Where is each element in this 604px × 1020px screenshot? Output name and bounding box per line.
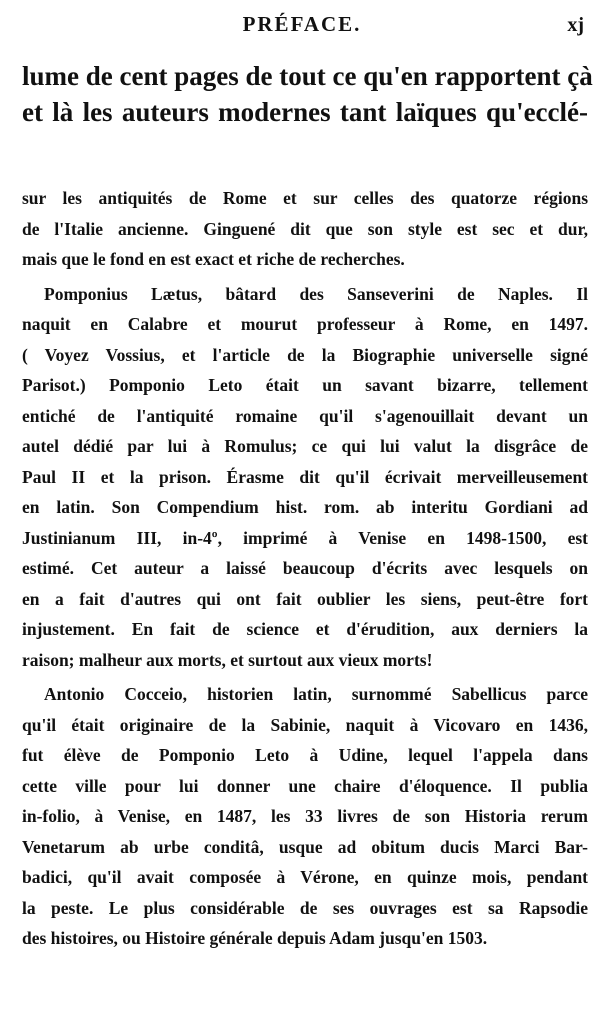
paragraph bbox=[22, 679, 588, 954]
text-line: Venetarum ab urbe conditâ, usque ad obitum ducis Marci Bar- bbox=[22, 836, 588, 857]
text-line: estimé. Cet auteur a laissé beaucoup d'écrits avec lesquels on bbox=[22, 558, 588, 578]
body-text bbox=[22, 183, 588, 954]
top-text-block bbox=[22, 58, 593, 130]
text-line: la peste. Le plus considérable de ses ouvrages est sa Rapsodie bbox=[22, 897, 588, 918]
text-line: cette ville pour lui donner une chaire d'éloquence. Il publia bbox=[22, 775, 588, 796]
paragraph bbox=[22, 279, 588, 676]
text-line: Pomponius Lætus, bâtard des Sanseverini de Naples. Il bbox=[44, 283, 588, 304]
text-line: de l'Italie ancienne. Ginguené dit que son style est sec et dur, bbox=[22, 218, 588, 239]
text-line: sur les antiquités de Rome et sur celles des quatorze régions bbox=[22, 188, 588, 208]
top-line: lume de cent pages de tout ce qu'en rapportent çà bbox=[22, 61, 593, 91]
text-line: fut élève de Pomponio Leto à Udine, lequel l'appela dans bbox=[22, 745, 588, 765]
text-line: in-folio, à Venise, en 1487, les 33 livres de son Historia rerum bbox=[22, 806, 588, 826]
text-line: autel dédié par lui à Romulus; ce qui lui valut la disgrâce de bbox=[22, 436, 588, 456]
text-line: mais que le fond en est exact et riche de recherches. bbox=[22, 249, 405, 269]
text-line: entiché de l'antiquité romaine qu'il s'agenouillait devant un bbox=[22, 405, 588, 426]
text-line: Paul II et la prison. Érasme dit qu'il écrivait merveilleusement bbox=[22, 466, 588, 487]
text-line: Antonio Cocceio, historien latin, surnommé Sabellicus parce bbox=[44, 684, 588, 704]
page-header bbox=[0, 12, 604, 42]
text-line: injustement. En fait de science et d'érudition, aux derniers la bbox=[22, 619, 588, 639]
text-line: qu'il était originaire de la Sabinie, naquit à Vicovaro en 1436, bbox=[22, 714, 588, 735]
text-line: en latin. Son Compendium hist. rom. ab interitu Gordiani ad bbox=[22, 497, 588, 517]
top-line: et là les auteurs modernes tant laïques qu'ecclé- bbox=[22, 97, 588, 127]
text-line: Parisot.) Pomponio Leto était un savant bizarre, tellement bbox=[22, 375, 588, 395]
paragraph bbox=[22, 183, 588, 275]
running-title: PRÉFACE. bbox=[242, 12, 362, 36]
text-line: naquit en Calabre et mourut professeur à Rome, en 1497. bbox=[22, 314, 588, 334]
text-line: ( Voyez Vossius, et l'article de la Biographie universelle signé bbox=[22, 344, 588, 365]
text-line: badici, qu'il avait composée à Vérone, en quinze mois, pendant bbox=[22, 867, 588, 887]
text-line: Justinianum III, in-4º, imprimé à Venise en 1498-1500, est bbox=[22, 527, 588, 548]
page-number: xj bbox=[567, 14, 584, 36]
text-line: en a fait d'autres qui ont fait oublier les siens, peut-être fort bbox=[22, 588, 588, 609]
text-line: des histoires, ou Histoire générale depuis Adam jusqu'en 1503. bbox=[22, 928, 488, 948]
text-line: raison; malheur aux morts, et surtout aux vieux morts! bbox=[22, 649, 433, 670]
